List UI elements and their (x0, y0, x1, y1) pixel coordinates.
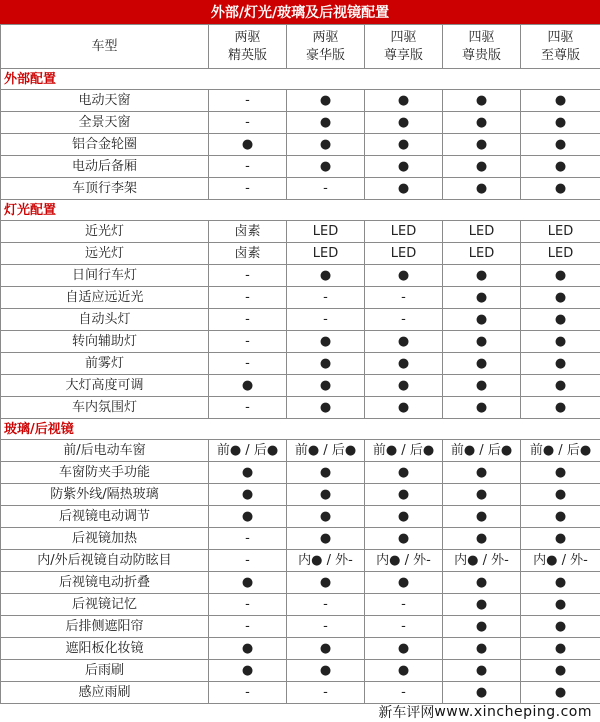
feature-value: ● (521, 682, 600, 704)
feature-value: ● (443, 462, 521, 484)
feature-value: ● (521, 638, 600, 660)
table-row (1, 528, 600, 550)
feature-value: - (365, 594, 443, 616)
feature-value: ● (443, 265, 521, 287)
feature-value: ● (287, 265, 365, 287)
feature-value: - (209, 331, 287, 353)
table-row (1, 462, 600, 484)
feature-value: 卤素 (209, 243, 287, 265)
feature-value: ● (365, 178, 443, 200)
feature-name: 前/后电动车窗 (1, 440, 209, 462)
feature-value: - (209, 397, 287, 419)
table-row (1, 440, 600, 462)
feature-value: ● (365, 90, 443, 112)
feature-value: - (365, 309, 443, 331)
feature-value: ● (521, 660, 600, 682)
feature-value: ● (209, 660, 287, 682)
feature-value: ● (365, 528, 443, 550)
feature-value: - (287, 309, 365, 331)
feature-value: ● (209, 638, 287, 660)
feature-name: 电动后备厢 (1, 156, 209, 178)
feature-value: ● (365, 134, 443, 156)
feature-value: ● (521, 353, 600, 375)
feature-value: ● (365, 375, 443, 397)
table-row (1, 572, 600, 594)
feature-value: ● (521, 528, 600, 550)
feature-value: ● (287, 331, 365, 353)
feature-value: ● (443, 331, 521, 353)
feature-name: 感应雨刷 (1, 682, 209, 704)
feature-value: ● (521, 484, 600, 506)
table-row (1, 484, 600, 506)
feature-value: - (287, 682, 365, 704)
feature-value: ● (521, 309, 600, 331)
feature-value: ● (209, 484, 287, 506)
feature-value: ● (443, 528, 521, 550)
feature-value: ● (287, 528, 365, 550)
feature-value: ● (521, 287, 600, 309)
feature-value: - (209, 178, 287, 200)
feature-value: ● (443, 506, 521, 528)
table-row (1, 178, 600, 200)
feature-value: - (209, 112, 287, 134)
feature-name: 自适应远近光 (1, 287, 209, 309)
table-row (1, 375, 600, 397)
feature-value: ● (521, 112, 600, 134)
feature-value: ● (443, 90, 521, 112)
feature-value: LED (443, 243, 521, 265)
table-row (1, 287, 600, 309)
section-header-row (1, 419, 600, 440)
feature-name: 车内氛围灯 (1, 397, 209, 419)
feature-name: 近光灯 (1, 221, 209, 243)
feature-value: - (287, 616, 365, 638)
feature-value: ● (521, 572, 600, 594)
table-row (1, 660, 600, 682)
section-title: 玻璃/后视镜 (1, 419, 600, 440)
feature-value: 前● / 后● (365, 440, 443, 462)
feature-value: - (209, 265, 287, 287)
feature-value: ● (443, 682, 521, 704)
header-label: 车型 (1, 25, 209, 69)
feature-name: 后视镜电动调节 (1, 506, 209, 528)
table-row (1, 134, 600, 156)
feature-value: - (209, 682, 287, 704)
feature-value: LED (521, 243, 600, 265)
feature-value: ● (443, 594, 521, 616)
feature-name: 内/外后视镜自动防眩目 (1, 550, 209, 572)
feature-value: LED (521, 221, 600, 243)
feature-value: ● (365, 660, 443, 682)
feature-name: 车窗防夹手功能 (1, 462, 209, 484)
feature-name: 后视镜电动折叠 (1, 572, 209, 594)
footer-url: www.xincheping.com (434, 704, 592, 720)
feature-name: 后视镜记忆 (1, 594, 209, 616)
model-header: 四驱 尊享版 (365, 25, 443, 69)
feature-value: ● (443, 287, 521, 309)
feature-value: ● (365, 506, 443, 528)
footer-site: 新车评网 (378, 705, 435, 721)
feature-name: 后视镜加热 (1, 528, 209, 550)
feature-name: 日间行车灯 (1, 265, 209, 287)
table-row (1, 397, 600, 419)
feature-value: LED (443, 221, 521, 243)
table-row (1, 156, 600, 178)
header-row (1, 25, 600, 69)
feature-value: ● (443, 638, 521, 660)
table-row (1, 309, 600, 331)
feature-value: LED (365, 243, 443, 265)
table-row (1, 90, 600, 112)
model-header: 两驱 豪华版 (287, 25, 365, 69)
table-row (1, 353, 600, 375)
table-row (1, 243, 600, 265)
feature-name: 后雨刷 (1, 660, 209, 682)
feature-value: 前● / 后● (209, 440, 287, 462)
feature-value: ● (521, 616, 600, 638)
feature-value: ● (365, 265, 443, 287)
feature-value: 内● / 外- (365, 550, 443, 572)
feature-value: - (365, 287, 443, 309)
feature-name: 后排侧遮阳帘 (1, 616, 209, 638)
feature-value: - (365, 682, 443, 704)
feature-value: LED (287, 221, 365, 243)
feature-name: 防紫外线/隔热玻璃 (1, 484, 209, 506)
feature-value: 内● / 外- (521, 550, 600, 572)
feature-value: ● (521, 397, 600, 419)
table-row (1, 112, 600, 134)
feature-value: 卤素 (209, 221, 287, 243)
feature-value: ● (287, 375, 365, 397)
feature-value: - (209, 90, 287, 112)
feature-value: ● (521, 134, 600, 156)
feature-value: ● (209, 572, 287, 594)
spec-table-body (1, 25, 600, 704)
feature-value: - (209, 528, 287, 550)
feature-value: ● (287, 112, 365, 134)
table-row (1, 265, 600, 287)
feature-value: ● (521, 331, 600, 353)
feature-value: ● (521, 462, 600, 484)
feature-name: 遮阳板化妆镜 (1, 638, 209, 660)
feature-value: 前● / 后● (443, 440, 521, 462)
feature-value: LED (365, 221, 443, 243)
feature-value: ● (287, 353, 365, 375)
feature-name: 全景天窗 (1, 112, 209, 134)
feature-value: ● (521, 375, 600, 397)
feature-value: ● (287, 506, 365, 528)
feature-value: - (209, 156, 287, 178)
feature-value: ● (443, 616, 521, 638)
feature-value: ● (443, 156, 521, 178)
feature-value: ● (287, 90, 365, 112)
feature-value: ● (365, 572, 443, 594)
feature-value: ● (521, 506, 600, 528)
feature-value: 前● / 后● (521, 440, 600, 462)
table-row (1, 594, 600, 616)
table-row (1, 682, 600, 704)
feature-value: ● (521, 90, 600, 112)
section-header-row (1, 200, 600, 221)
table-row (1, 331, 600, 353)
model-header: 两驱 精英版 (209, 25, 287, 69)
feature-name: 大灯高度可调 (1, 375, 209, 397)
table-row (1, 506, 600, 528)
feature-value: ● (443, 484, 521, 506)
feature-value: - (209, 550, 287, 572)
feature-value: ● (443, 134, 521, 156)
feature-value: ● (209, 462, 287, 484)
feature-value: - (365, 616, 443, 638)
section-header-row (1, 69, 600, 90)
feature-value: ● (443, 178, 521, 200)
feature-value: ● (209, 506, 287, 528)
feature-value: ● (209, 375, 287, 397)
feature-value: ● (365, 331, 443, 353)
feature-value: - (287, 287, 365, 309)
feature-value: ● (521, 594, 600, 616)
model-header: 四驱 至尊版 (521, 25, 600, 69)
feature-name: 远光灯 (1, 243, 209, 265)
feature-name: 车顶行李架 (1, 178, 209, 200)
feature-value: ● (287, 572, 365, 594)
table-row (1, 638, 600, 660)
feature-value: ● (209, 134, 287, 156)
feature-value: - (287, 178, 365, 200)
feature-value: ● (443, 353, 521, 375)
feature-name: 转向辅助灯 (1, 331, 209, 353)
table-row (1, 550, 600, 572)
feature-value: 内● / 外- (443, 550, 521, 572)
model-header: 四驱 尊贵版 (443, 25, 521, 69)
feature-value: - (209, 287, 287, 309)
feature-value: ● (443, 660, 521, 682)
table-row (1, 616, 600, 638)
spec-table (0, 24, 600, 704)
feature-name: 前雾灯 (1, 353, 209, 375)
feature-value: - (209, 616, 287, 638)
feature-value: ● (521, 156, 600, 178)
feature-value: ● (287, 134, 365, 156)
section-title: 外部配置 (1, 69, 600, 90)
feature-value: 前● / 后● (287, 440, 365, 462)
feature-name: 自动头灯 (1, 309, 209, 331)
feature-value: ● (365, 462, 443, 484)
feature-value: ● (287, 660, 365, 682)
feature-value: - (209, 594, 287, 616)
feature-value: ● (365, 156, 443, 178)
feature-value: ● (521, 178, 600, 200)
feature-value: ● (287, 484, 365, 506)
footer-watermark (378, 702, 592, 722)
feature-value: ● (287, 638, 365, 660)
feature-value: ● (443, 112, 521, 134)
feature-value: LED (287, 243, 365, 265)
table-row (1, 221, 600, 243)
feature-value: ● (365, 397, 443, 419)
feature-value: ● (365, 484, 443, 506)
section-title: 灯光配置 (1, 200, 600, 221)
feature-value: ● (443, 572, 521, 594)
feature-value: ● (365, 353, 443, 375)
feature-value: ● (521, 265, 600, 287)
feature-value: 内● / 外- (287, 550, 365, 572)
feature-value: ● (365, 638, 443, 660)
feature-name: 电动天窗 (1, 90, 209, 112)
feature-value: - (209, 309, 287, 331)
feature-value: ● (287, 397, 365, 419)
feature-name: 铝合金轮圈 (1, 134, 209, 156)
page-title: 外部/灯光/玻璃及后视镜配置 (0, 0, 600, 24)
feature-value: - (209, 353, 287, 375)
feature-value: - (287, 594, 365, 616)
feature-value: ● (365, 112, 443, 134)
feature-value: ● (287, 156, 365, 178)
feature-value: ● (287, 462, 365, 484)
feature-value: ● (443, 397, 521, 419)
feature-value: ● (443, 375, 521, 397)
feature-value: ● (443, 309, 521, 331)
